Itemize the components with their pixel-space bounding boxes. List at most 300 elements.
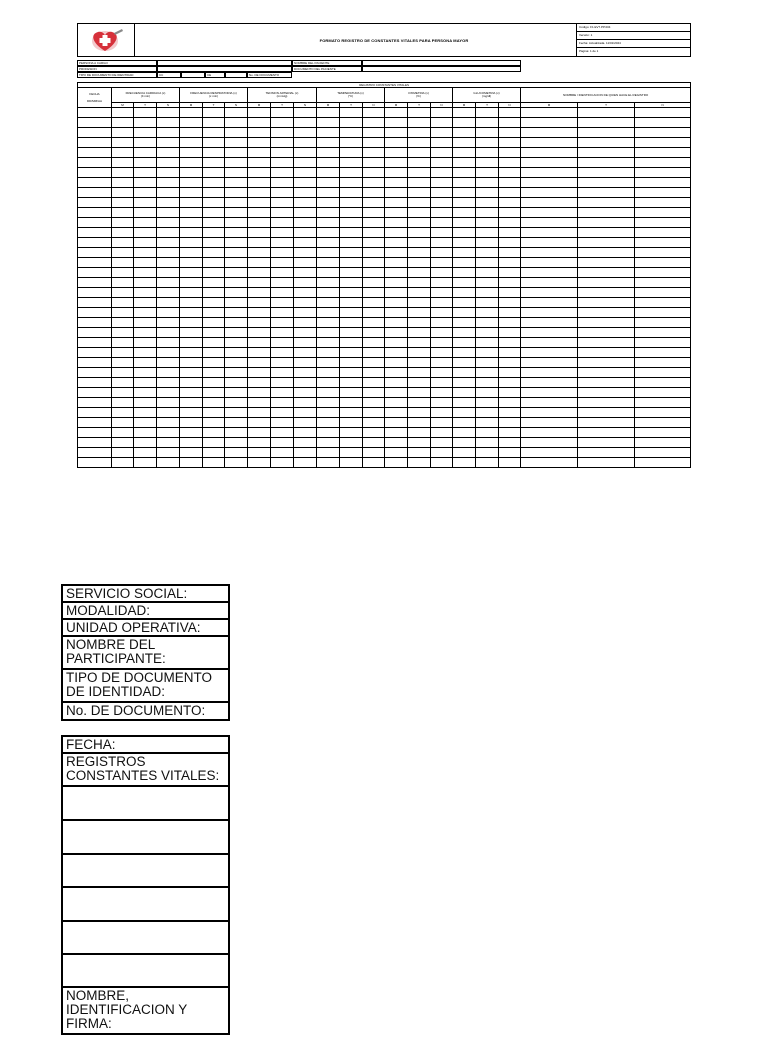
value-cell[interactable] — [499, 268, 521, 278]
value-cell[interactable] — [499, 298, 521, 308]
value-cell[interactable] — [385, 458, 408, 468]
value-cell[interactable] — [476, 288, 499, 298]
value-cell[interactable] — [294, 258, 317, 268]
value-cell[interactable] — [340, 158, 363, 168]
value-cell[interactable] — [203, 328, 225, 338]
value-cell[interactable] — [363, 198, 385, 208]
value-cell[interactable] — [134, 188, 157, 198]
value-cell[interactable] — [340, 178, 363, 188]
value-cell[interactable] — [157, 418, 180, 428]
value-cell[interactable] — [408, 108, 431, 118]
value-cell[interactable] — [271, 318, 294, 328]
value-cell[interactable] — [476, 168, 499, 178]
value-cell[interactable] — [134, 298, 157, 308]
value-cell[interactable] — [578, 108, 635, 118]
value-cell[interactable] — [225, 218, 248, 228]
value-cell[interactable] — [385, 358, 408, 368]
value-cell[interactable] — [499, 178, 521, 188]
value-cell[interactable] — [180, 168, 203, 178]
value-cell[interactable] — [340, 408, 363, 418]
value-cell[interactable] — [453, 408, 476, 418]
value-cell[interactable] — [476, 378, 499, 388]
value-cell[interactable] — [578, 428, 635, 438]
value-cell[interactable] — [271, 208, 294, 218]
value-cell[interactable] — [499, 168, 521, 178]
value-cell[interactable] — [431, 248, 453, 258]
value-cell[interactable] — [134, 378, 157, 388]
value-cell[interactable] — [248, 448, 271, 458]
value-cell[interactable] — [635, 268, 691, 278]
value-cell[interactable] — [431, 408, 453, 418]
value-cell[interactable] — [521, 288, 578, 298]
value-cell[interactable] — [578, 358, 635, 368]
value-cell[interactable] — [157, 398, 180, 408]
value-cell[interactable] — [363, 138, 385, 148]
value-cell[interactable] — [453, 268, 476, 278]
value-cell[interactable] — [408, 258, 431, 268]
value-cell[interactable] — [635, 138, 691, 148]
value-cell[interactable] — [112, 428, 134, 438]
value-cell[interactable] — [271, 458, 294, 468]
value-cell[interactable] — [408, 318, 431, 328]
value-cell[interactable] — [248, 278, 271, 288]
value-cell[interactable] — [317, 288, 340, 298]
value-cell[interactable] — [453, 448, 476, 458]
value-cell[interactable] — [225, 248, 248, 258]
value-cell[interactable] — [203, 448, 225, 458]
value-cell[interactable] — [134, 168, 157, 178]
value-cell[interactable] — [157, 208, 180, 218]
value-cell[interactable] — [134, 448, 157, 458]
value-cell[interactable] — [635, 158, 691, 168]
value-cell[interactable] — [157, 338, 180, 348]
value-cell[interactable] — [385, 448, 408, 458]
value-cell[interactable] — [157, 228, 180, 238]
registro-field-6[interactable] — [63, 955, 228, 988]
value-cell[interactable] — [363, 338, 385, 348]
value-cell[interactable] — [203, 208, 225, 218]
value-cell[interactable] — [294, 298, 317, 308]
value-cell[interactable] — [248, 168, 271, 178]
value-cell[interactable] — [385, 228, 408, 238]
value-cell[interactable] — [294, 438, 317, 448]
value-cell[interactable] — [578, 258, 635, 268]
value-cell[interactable] — [431, 228, 453, 238]
value-cell[interactable] — [363, 418, 385, 428]
value-cell[interactable] — [271, 298, 294, 308]
value-cell[interactable] — [453, 398, 476, 408]
value-cell[interactable] — [248, 238, 271, 248]
value-cell[interactable] — [385, 278, 408, 288]
value-cell[interactable] — [134, 138, 157, 148]
value-cell[interactable] — [453, 368, 476, 378]
value-cell[interactable] — [225, 328, 248, 338]
value-cell[interactable] — [203, 388, 225, 398]
value-cell[interactable] — [340, 398, 363, 408]
value-cell[interactable] — [385, 318, 408, 328]
value-cell[interactable] — [317, 378, 340, 388]
value-cell[interactable] — [521, 148, 578, 158]
value-cell[interactable] — [340, 388, 363, 398]
value-cell[interactable] — [317, 148, 340, 158]
value-cell[interactable] — [157, 178, 180, 188]
value-cell[interactable] — [203, 168, 225, 178]
value-cell[interactable] — [385, 248, 408, 258]
value-cell[interactable] — [271, 128, 294, 138]
value-cell[interactable] — [521, 318, 578, 328]
value-cell[interactable] — [180, 408, 203, 418]
value-cell[interactable] — [248, 218, 271, 228]
value-cell[interactable] — [385, 308, 408, 318]
value-cell[interactable] — [134, 278, 157, 288]
value-cell[interactable] — [271, 428, 294, 438]
value-cell[interactable] — [476, 388, 499, 398]
value-cell[interactable] — [225, 208, 248, 218]
value-cell[interactable] — [635, 128, 691, 138]
value-cell[interactable] — [521, 348, 578, 358]
value-cell[interactable] — [578, 338, 635, 348]
value-cell[interactable] — [635, 318, 691, 328]
value-cell[interactable] — [157, 118, 180, 128]
value-cell[interactable] — [180, 318, 203, 328]
value-cell[interactable] — [476, 418, 499, 428]
value-cell[interactable] — [476, 238, 499, 248]
value-cell[interactable] — [112, 188, 134, 198]
value-cell[interactable] — [340, 228, 363, 238]
value-cell[interactable] — [578, 198, 635, 208]
value-cell[interactable] — [340, 418, 363, 428]
value-cell[interactable] — [180, 458, 203, 468]
value-cell[interactable] — [578, 448, 635, 458]
value-cell[interactable] — [453, 428, 476, 438]
value-cell[interactable] — [408, 208, 431, 218]
value-cell[interactable] — [408, 458, 431, 468]
value-cell[interactable] — [578, 128, 635, 138]
value-cell[interactable] — [635, 238, 691, 248]
value-cell[interactable] — [476, 348, 499, 358]
value-cell[interactable] — [578, 418, 635, 428]
value-cell[interactable] — [453, 388, 476, 398]
fecha-cell[interactable] — [78, 338, 112, 348]
value-cell[interactable] — [453, 458, 476, 468]
value-cell[interactable] — [635, 278, 691, 288]
value-cell[interactable] — [317, 268, 340, 278]
value-cell[interactable] — [134, 248, 157, 258]
value-cell[interactable] — [317, 108, 340, 118]
value-cell[interactable] — [248, 398, 271, 408]
value-cell[interactable] — [180, 258, 203, 268]
value-cell[interactable] — [578, 368, 635, 378]
value-cell[interactable] — [385, 388, 408, 398]
value-cell[interactable] — [157, 358, 180, 368]
value-cell[interactable] — [271, 278, 294, 288]
value-cell[interactable] — [408, 378, 431, 388]
fecha-cell[interactable] — [78, 428, 112, 438]
value-cell[interactable] — [248, 418, 271, 428]
value-cell[interactable] — [408, 408, 431, 418]
value-cell[interactable] — [431, 268, 453, 278]
value-cell[interactable] — [157, 428, 180, 438]
value-cell[interactable] — [363, 268, 385, 278]
value-cell[interactable] — [203, 148, 225, 158]
value-cell[interactable] — [203, 238, 225, 248]
value-cell[interactable] — [363, 408, 385, 418]
value-cell[interactable] — [317, 438, 340, 448]
value-cell[interactable] — [521, 458, 578, 468]
value-cell[interactable] — [134, 458, 157, 468]
value-cell[interactable] — [271, 178, 294, 188]
value-cell[interactable] — [578, 318, 635, 328]
value-cell[interactable] — [271, 258, 294, 268]
value-cell[interactable] — [248, 268, 271, 278]
value-cell[interactable] — [157, 218, 180, 228]
value-cell[interactable] — [134, 228, 157, 238]
value-cell[interactable] — [385, 218, 408, 228]
value-cell[interactable] — [363, 378, 385, 388]
value-cell[interactable] — [248, 428, 271, 438]
value-cell[interactable] — [180, 118, 203, 128]
value-cell[interactable] — [476, 408, 499, 418]
value-cell[interactable] — [385, 438, 408, 448]
value-cell[interactable] — [203, 178, 225, 188]
value-cell[interactable] — [180, 368, 203, 378]
fecha-cell[interactable] — [78, 438, 112, 448]
value-cell[interactable] — [271, 238, 294, 248]
value-cell[interactable] — [408, 128, 431, 138]
value-cell[interactable] — [340, 358, 363, 368]
value-cell[interactable] — [385, 108, 408, 118]
value-cell[interactable] — [476, 298, 499, 308]
value-cell[interactable] — [225, 448, 248, 458]
value-cell[interactable] — [578, 288, 635, 298]
value-cell[interactable] — [294, 238, 317, 248]
value-cell[interactable] — [476, 148, 499, 158]
value-cell[interactable] — [180, 398, 203, 408]
value-cell[interactable] — [157, 148, 180, 158]
fecha-cell[interactable] — [78, 188, 112, 198]
value-cell[interactable] — [294, 418, 317, 428]
value-cell[interactable] — [431, 118, 453, 128]
value-cell[interactable] — [157, 308, 180, 318]
value-cell[interactable] — [578, 268, 635, 278]
value-cell[interactable] — [476, 358, 499, 368]
value-cell[interactable] — [225, 188, 248, 198]
value-cell[interactable] — [408, 238, 431, 248]
value-cell[interactable] — [112, 418, 134, 428]
value-cell[interactable] — [521, 158, 578, 168]
fecha-cell[interactable] — [78, 158, 112, 168]
value-cell[interactable] — [248, 318, 271, 328]
value-cell[interactable] — [112, 408, 134, 418]
value-cell[interactable] — [363, 438, 385, 448]
fecha-cell[interactable] — [78, 378, 112, 388]
value-cell[interactable] — [453, 178, 476, 188]
value-cell[interactable] — [476, 398, 499, 408]
value-cell[interactable] — [385, 188, 408, 198]
value-cell[interactable] — [157, 108, 180, 118]
value-cell[interactable] — [134, 158, 157, 168]
value-cell[interactable] — [112, 208, 134, 218]
value-cell[interactable] — [317, 278, 340, 288]
value-cell[interactable] — [317, 348, 340, 358]
fecha-cell[interactable] — [78, 138, 112, 148]
value-cell[interactable] — [363, 158, 385, 168]
fecha-cell[interactable] — [78, 208, 112, 218]
value-cell[interactable] — [112, 248, 134, 258]
value-cell[interactable] — [476, 278, 499, 288]
value-cell[interactable] — [112, 118, 134, 128]
value-cell[interactable] — [521, 418, 578, 428]
value-cell[interactable] — [340, 248, 363, 258]
value-cell[interactable] — [578, 308, 635, 318]
value-cell[interactable] — [408, 218, 431, 228]
value-cell[interactable] — [248, 458, 271, 468]
value-cell[interactable] — [431, 198, 453, 208]
value-cell[interactable] — [157, 458, 180, 468]
value-cell[interactable] — [635, 208, 691, 218]
value-cell[interactable] — [134, 178, 157, 188]
value-cell[interactable] — [340, 458, 363, 468]
value-cell[interactable] — [499, 128, 521, 138]
value-cell[interactable] — [578, 208, 635, 218]
value-cell[interactable] — [363, 458, 385, 468]
value-cell[interactable] — [431, 308, 453, 318]
value-cell[interactable] — [578, 138, 635, 148]
value-cell[interactable] — [385, 338, 408, 348]
value-cell[interactable] — [203, 228, 225, 238]
value-cell[interactable] — [225, 378, 248, 388]
value-cell[interactable] — [248, 338, 271, 348]
value-cell[interactable] — [225, 398, 248, 408]
value-cell[interactable] — [578, 148, 635, 158]
value-cell[interactable] — [578, 158, 635, 168]
value-cell[interactable] — [635, 118, 691, 128]
value-cell[interactable] — [521, 108, 578, 118]
value-cell[interactable] — [453, 118, 476, 128]
value-cell[interactable] — [408, 198, 431, 208]
value-cell[interactable] — [248, 228, 271, 238]
value-cell[interactable] — [203, 308, 225, 318]
value-cell[interactable] — [453, 158, 476, 168]
value-cell[interactable] — [271, 138, 294, 148]
value-cell[interactable] — [635, 148, 691, 158]
value-cell[interactable] — [271, 268, 294, 278]
registro-field-5[interactable] — [63, 922, 228, 955]
value-cell[interactable] — [453, 208, 476, 218]
fecha-cell[interactable] — [78, 358, 112, 368]
value-cell[interactable] — [203, 108, 225, 118]
value-cell[interactable] — [578, 118, 635, 128]
value-cell[interactable] — [363, 318, 385, 328]
fecha-cell[interactable] — [78, 248, 112, 258]
value-cell[interactable] — [317, 418, 340, 428]
value-cell[interactable] — [431, 348, 453, 358]
value-cell[interactable] — [225, 318, 248, 328]
value-cell[interactable] — [340, 168, 363, 178]
value-cell[interactable] — [408, 168, 431, 178]
value-cell[interactable] — [180, 108, 203, 118]
value-cell[interactable] — [635, 188, 691, 198]
value-cell[interactable] — [499, 248, 521, 258]
value-cell[interactable] — [521, 368, 578, 378]
value-cell[interactable] — [112, 318, 134, 328]
value-cell[interactable] — [134, 238, 157, 248]
value-cell[interactable] — [408, 368, 431, 378]
value-cell[interactable] — [385, 368, 408, 378]
value-cell[interactable] — [476, 368, 499, 378]
value-cell[interactable] — [408, 448, 431, 458]
value-cell[interactable] — [248, 438, 271, 448]
value-cell[interactable] — [521, 298, 578, 308]
value-cell[interactable] — [476, 428, 499, 438]
value-cell[interactable] — [453, 378, 476, 388]
value-cell[interactable] — [340, 348, 363, 358]
value-cell[interactable] — [363, 178, 385, 188]
value-cell[interactable] — [248, 128, 271, 138]
value-cell[interactable] — [453, 288, 476, 298]
value-cell[interactable] — [203, 198, 225, 208]
value-cell[interactable] — [134, 128, 157, 138]
value-cell[interactable] — [453, 128, 476, 138]
fecha-cell[interactable] — [78, 108, 112, 118]
value-cell[interactable] — [521, 208, 578, 218]
value-cell[interactable] — [112, 438, 134, 448]
value-cell[interactable] — [317, 238, 340, 248]
value-cell[interactable] — [180, 308, 203, 318]
value-cell[interactable] — [521, 128, 578, 138]
value-cell[interactable] — [408, 388, 431, 398]
value-cell[interactable] — [635, 438, 691, 448]
value-cell[interactable] — [431, 178, 453, 188]
value-cell[interactable] — [271, 368, 294, 378]
value-cell[interactable] — [134, 318, 157, 328]
value-cell[interactable] — [294, 148, 317, 158]
value-cell[interactable] — [453, 328, 476, 338]
value-cell[interactable] — [363, 148, 385, 158]
value-cell[interactable] — [340, 318, 363, 328]
value-cell[interactable] — [476, 458, 499, 468]
value-cell[interactable] — [294, 408, 317, 418]
value-cell[interactable] — [521, 338, 578, 348]
value-cell[interactable] — [157, 158, 180, 168]
value-cell[interactable] — [134, 118, 157, 128]
value-cell[interactable] — [385, 118, 408, 128]
fecha-cell[interactable] — [78, 198, 112, 208]
ce-field[interactable] — [225, 72, 247, 78]
value-cell[interactable] — [521, 308, 578, 318]
value-cell[interactable] — [203, 418, 225, 428]
value-cell[interactable] — [203, 318, 225, 328]
value-cell[interactable] — [112, 268, 134, 278]
value-cell[interactable] — [248, 328, 271, 338]
value-cell[interactable] — [499, 278, 521, 288]
value-cell[interactable] — [134, 258, 157, 268]
value-cell[interactable] — [635, 398, 691, 408]
value-cell[interactable] — [431, 148, 453, 158]
value-cell[interactable] — [385, 378, 408, 388]
value-cell[interactable] — [578, 178, 635, 188]
value-cell[interactable] — [294, 168, 317, 178]
value-cell[interactable] — [363, 258, 385, 268]
registro-field-3[interactable] — [63, 855, 228, 888]
value-cell[interactable] — [225, 308, 248, 318]
value-cell[interactable] — [476, 178, 499, 188]
value-cell[interactable] — [134, 148, 157, 158]
value-cell[interactable] — [248, 368, 271, 378]
value-cell[interactable] — [294, 368, 317, 378]
value-cell[interactable] — [408, 188, 431, 198]
value-cell[interactable] — [112, 338, 134, 348]
